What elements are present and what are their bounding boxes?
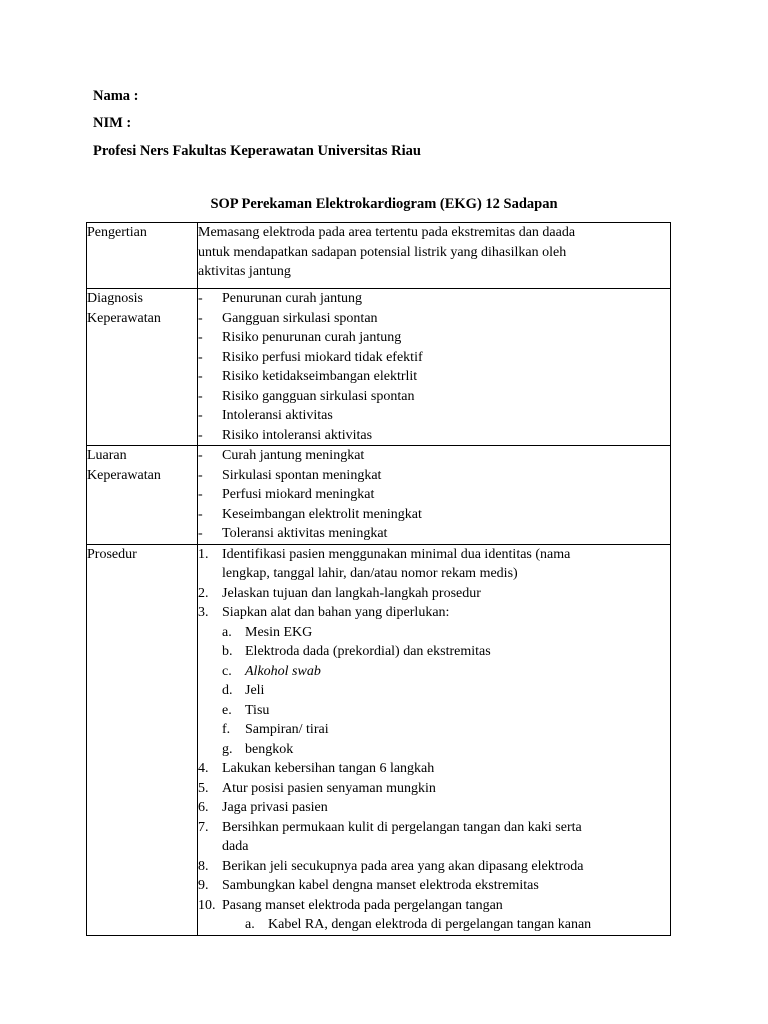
list-item: [198, 485, 670, 505]
step-text-continued: lengkap, tanggal lahir, dan/atau nomor rekam medis): [222, 566, 518, 581]
diagnosis-label: [87, 289, 198, 446]
list-item: [198, 367, 670, 387]
step-text: Siapkan alat dan bahan yang diperlukan:: [222, 605, 450, 620]
dash-marker: -: [198, 291, 203, 306]
diagnosis-item: Risiko gangguan sirkulasi spontan: [222, 388, 415, 404]
step-text: Jaga privasi pasien: [222, 800, 328, 815]
step-text: Berikan jeli secukupnya pada area yang akan dipasang elektroda: [222, 858, 584, 874]
step-number: 2.: [198, 585, 209, 601]
diagnosis-label-line: Diagnosis: [87, 291, 143, 306]
equipment-text: Elektroda dada (prekordial) dan ekstremitas: [245, 644, 491, 659]
diagnosis-item: Risiko ketidakseimbangan elektrlit: [222, 369, 418, 384]
list-item: [198, 309, 670, 329]
equipment-text: bengkok: [245, 741, 294, 757]
luaran-item: Perfusi miokard meningkat: [222, 487, 375, 502]
equipment-item: [198, 701, 670, 721]
nim-label: NIM :: [93, 115, 132, 131]
equipment-item: [198, 623, 670, 643]
document-title: SOP Perekaman Elektrokardiogram (EKG) 12 Sadapan: [210, 196, 558, 212]
step-number: 4.: [198, 761, 209, 776]
pengertian-line: Memasang elektroda pada area tertentu pada ekstremitas dan daada: [198, 225, 576, 240]
procedure-step: [198, 857, 670, 877]
procedure-step: [198, 818, 670, 857]
list-item: [198, 524, 670, 544]
dash-marker: -: [198, 427, 203, 443]
step-text: Sambungkan kabel dengna manset elektroda ekstremitas: [222, 878, 539, 893]
table-row-luaran: [87, 446, 671, 545]
table-row-diagnosis: [87, 289, 671, 446]
equipment-text: Jeli: [245, 683, 265, 698]
sub-marker: c.: [222, 663, 232, 679]
dash-marker: -: [198, 408, 203, 423]
sub-marker: b.: [222, 644, 233, 659]
pengertian-line: untuk mendapatkan sadapan potensial listrik yang dihasilkan oleh: [198, 244, 567, 260]
procedure-step: [198, 545, 670, 584]
procedure-step: [198, 759, 670, 779]
prosedur-label: Prosedur: [87, 544, 198, 935]
equipment-item: [198, 681, 670, 701]
step-number: 1.: [198, 546, 209, 562]
sub-marker: a.: [222, 624, 232, 640]
equipment-item: [198, 662, 670, 682]
equipment-item: [198, 740, 670, 760]
pengertian-content: [198, 223, 671, 289]
step-number: 7.: [198, 819, 209, 835]
procedure-step: [198, 584, 670, 604]
dash-marker: -: [198, 388, 203, 404]
list-item: [198, 289, 670, 309]
luaran-label-line: Luaran: [87, 448, 127, 463]
step-number: 9.: [198, 878, 209, 893]
equipment-item: [198, 720, 670, 740]
luaran-item: Toleransi aktivitas meningkat: [222, 526, 388, 541]
dash-marker: -: [198, 448, 203, 463]
diagnosis-item: Gangguan sirkulasi spontan: [222, 310, 378, 326]
manset-item: [198, 915, 670, 935]
luaran-list: [198, 446, 671, 545]
procedure-step: [198, 798, 670, 818]
luaran-item: Keseimbangan elektrolit meningkat: [222, 506, 422, 522]
step-number: 6.: [198, 800, 209, 815]
table-row-pengertian: [87, 223, 671, 289]
procedure-step: [198, 876, 670, 896]
equipment-text: Mesin EKG: [245, 624, 313, 640]
step-text: Jelaskan tujuan dan langkah-langkah prosedur: [222, 585, 481, 601]
diagnosis-item: Risiko perfusi miokard tidak efektif: [222, 349, 423, 365]
procedure-step: [198, 603, 670, 623]
diagnosis-item: Intoleransi aktivitas: [222, 408, 333, 423]
institution-heading: Profesi Ners Fakultas Keperawatan Universitas Riau: [93, 143, 421, 159]
equipment-item: [198, 642, 670, 662]
luaran-item: Sirkulasi spontan meningkat: [222, 467, 382, 483]
step-number: 3.: [198, 605, 209, 620]
step-number: 10.: [198, 897, 216, 913]
diagnosis-item: Penurunan curah jantung: [222, 291, 362, 306]
sub-marker: f.: [222, 722, 231, 737]
dash-marker: -: [198, 349, 203, 365]
step-text: Atur posisi pasien senyaman mungkin: [222, 780, 436, 796]
pengertian-label: Pengertian: [87, 223, 198, 289]
diagnosis-item: Risiko penurunan curah jantung: [222, 330, 402, 345]
step-number: 8.: [198, 858, 209, 874]
nama-label: Nama :: [93, 88, 139, 104]
equipment-text: Alkohol swab: [245, 663, 321, 679]
dash-marker: -: [198, 467, 203, 483]
manset-text: Kabel RA, dengan elektroda di pergelangan tangan kanan: [268, 917, 592, 932]
sub-marker: d.: [222, 683, 233, 698]
step-text-continued: dada: [222, 839, 249, 854]
list-item: [198, 387, 670, 407]
step-text: Lakukan kebersihan tangan 6 langkah: [222, 761, 435, 776]
sop-table: [86, 222, 671, 936]
diagnosis-item: Risiko intoleransi aktivitas: [222, 427, 373, 443]
list-item: [198, 426, 670, 446]
list-item: [198, 505, 670, 525]
procedure-step: [198, 896, 670, 916]
luaran-label-line: Keperawatan: [87, 467, 161, 483]
sub-marker: a.: [245, 917, 255, 932]
list-item: [198, 328, 670, 348]
list-item: [198, 406, 670, 426]
sub-marker: e.: [222, 702, 232, 718]
dash-marker: -: [198, 330, 203, 345]
diagnosis-list: [198, 289, 671, 446]
dash-marker: -: [198, 526, 203, 541]
dash-marker: -: [198, 369, 203, 384]
list-item: [198, 348, 670, 368]
dash-marker: -: [198, 506, 203, 522]
equipment-text: Sampiran/ tirai: [245, 722, 329, 737]
step-text: Pasang manset elektroda pada pergelangan tangan: [222, 897, 503, 913]
luaran-item: Curah jantung meningkat: [222, 448, 365, 463]
step-text: Bersihkan permukaan kulit di pergelangan tangan dan kaki serta: [222, 819, 582, 835]
procedure-step: [198, 779, 670, 799]
list-item: [198, 446, 670, 466]
sub-marker: g.: [222, 741, 233, 757]
prosedur-list: [198, 544, 671, 935]
dash-marker: -: [198, 310, 203, 326]
list-item: [198, 466, 670, 486]
step-number: 5.: [198, 780, 209, 796]
equipment-text: Tisu: [245, 702, 270, 718]
dash-marker: -: [198, 487, 203, 502]
pengertian-line: aktivitas jantung: [198, 264, 291, 279]
diagnosis-label-line: Keperawatan: [87, 310, 161, 326]
luaran-label: [87, 446, 198, 545]
table-row-prosedur: [87, 544, 671, 935]
step-text: Identifikasi pasien menggunakan minimal dua identitas (nama: [222, 546, 571, 562]
